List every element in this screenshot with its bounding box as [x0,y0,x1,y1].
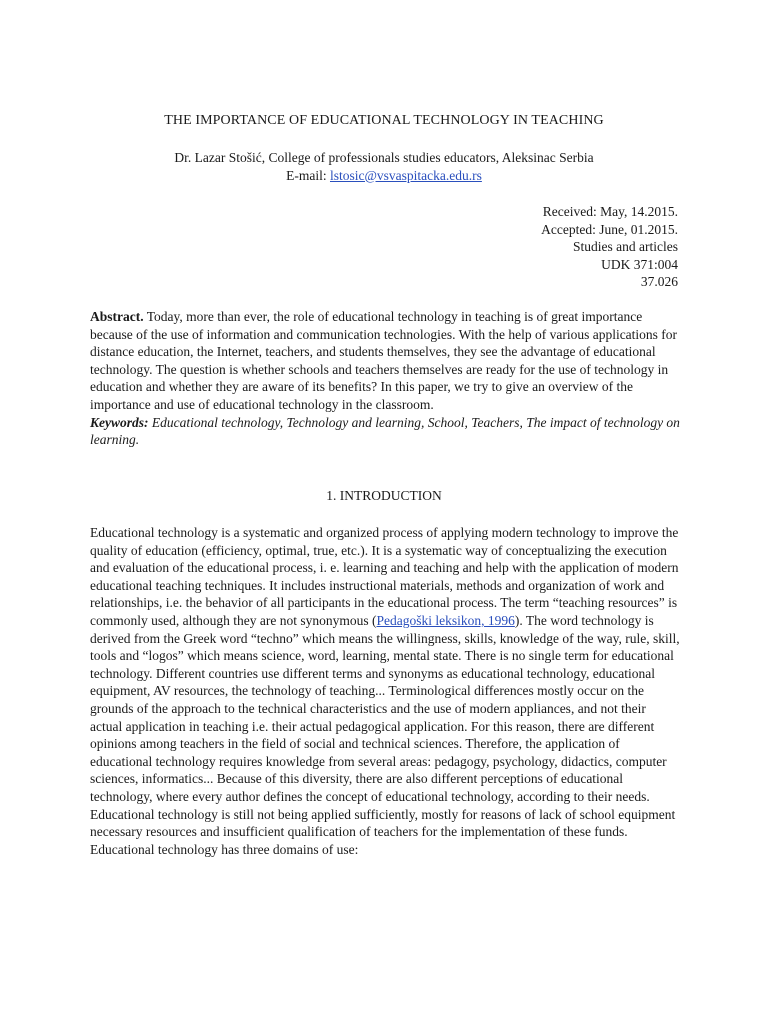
email-link[interactable]: lstosic@vsvaspitacka.edu.rs [329,167,482,183]
citation-link[interactable]: Pedagoški leksikon, 1996 [376,612,515,628]
udk-code: 37.026 [640,274,678,290]
keywords-paragraph [90,414,680,449]
abstract-paragraph [90,308,680,414]
article-category: Studies and articles [573,239,678,255]
publication-meta [378,203,678,291]
domains-paragraph: Educational technology has three domains of use: [90,841,359,857]
author-block [0,149,768,184]
udk-number: UDK 371:004 [601,256,678,272]
accepted-date: Accepted: June, 01.2015. [541,221,678,237]
received-date: Received: May, 14.2015. [542,204,678,219]
abstract-label: Abstract. [90,309,144,324]
keywords-label: Keywords: [90,414,149,430]
author-affiliation: Dr. Lazar Stošić, College of professionals studies educators, Aleksinac Serbia [174,150,594,165]
keywords-text: Educational technology, Technology and learning, School, Teachers, The impact of technology on learning. [90,414,680,448]
introduction-heading: 1. INTRODUCTION [326,488,442,503]
abstract-text: Today, more than ever, the role of educational technology in teaching is of great importance because of the use of information and communication technologies. With the help of various applications for distance education, the Internet, teachers, and students themselves, they see the advantage of educational technology. The question is whether schools and teachers themselves are ready for the use of technology in education and whether they are aware of its benefits? In this paper, we try to give an overview of the importance and use of educational technology in the classroom. [90,309,678,412]
introduction-paragraph [90,524,680,841]
abstract-section [90,308,680,449]
intro-text-part1: Educational technology is a systematic and organized process of applying modern technology to improve the quality of education (efficiency, optimal, true, etc.). It is a systematic way of conceptualizing the execution and evaluation of the educational process, i. e. learning and teaching and help with the application of modern educational teaching techniques. It includes instructional materials, methods and organization of work and relationships, i.e. the behavior of all participants in the educational process. The term “teaching resources” is commonly used, although they are not synonymous ( [90,525,679,628]
email-line [0,167,768,185]
email-label: E-mail: [286,167,330,183]
intro-text-part2: ). The word technology is derived from the Greek word “techno” which means the willingness, skills, knowledge of the way, rule, skill, tools and “logos” which means science, word, learning, mental state. There is no single term for educational technology. Different countries use different terms and synonyms as educational technology, educational equipment, AV resources, the technology of teaching... Terminological differences mostly occur on the grounds of the approach to the technical characteristics and the use of modern appliances, and not their actual application in teaching i.e. their actual pedagogical application. For this reason, there are different opinions among teachers in the field of social and technical sciences. Therefore, the application of educational technology requires knowledge from several areas: pedagogy, psychology, didactics, computer sciences, informatics... Because of this diversity, there are also different perceptions of educational technology, where every author defines the concept of educational technology, according to their needs. Educational technology is still not being applied sufficiently, mostly for reasons of lack of school equipment necessary resources and insufficient qualification of teachers for the implementation of these funds. [90,612,680,840]
introduction-body [90,524,680,858]
paper-title: THE IMPORTANCE OF EDUCATIONAL TECHNOLOGY IN TEACHING [164,113,604,128]
